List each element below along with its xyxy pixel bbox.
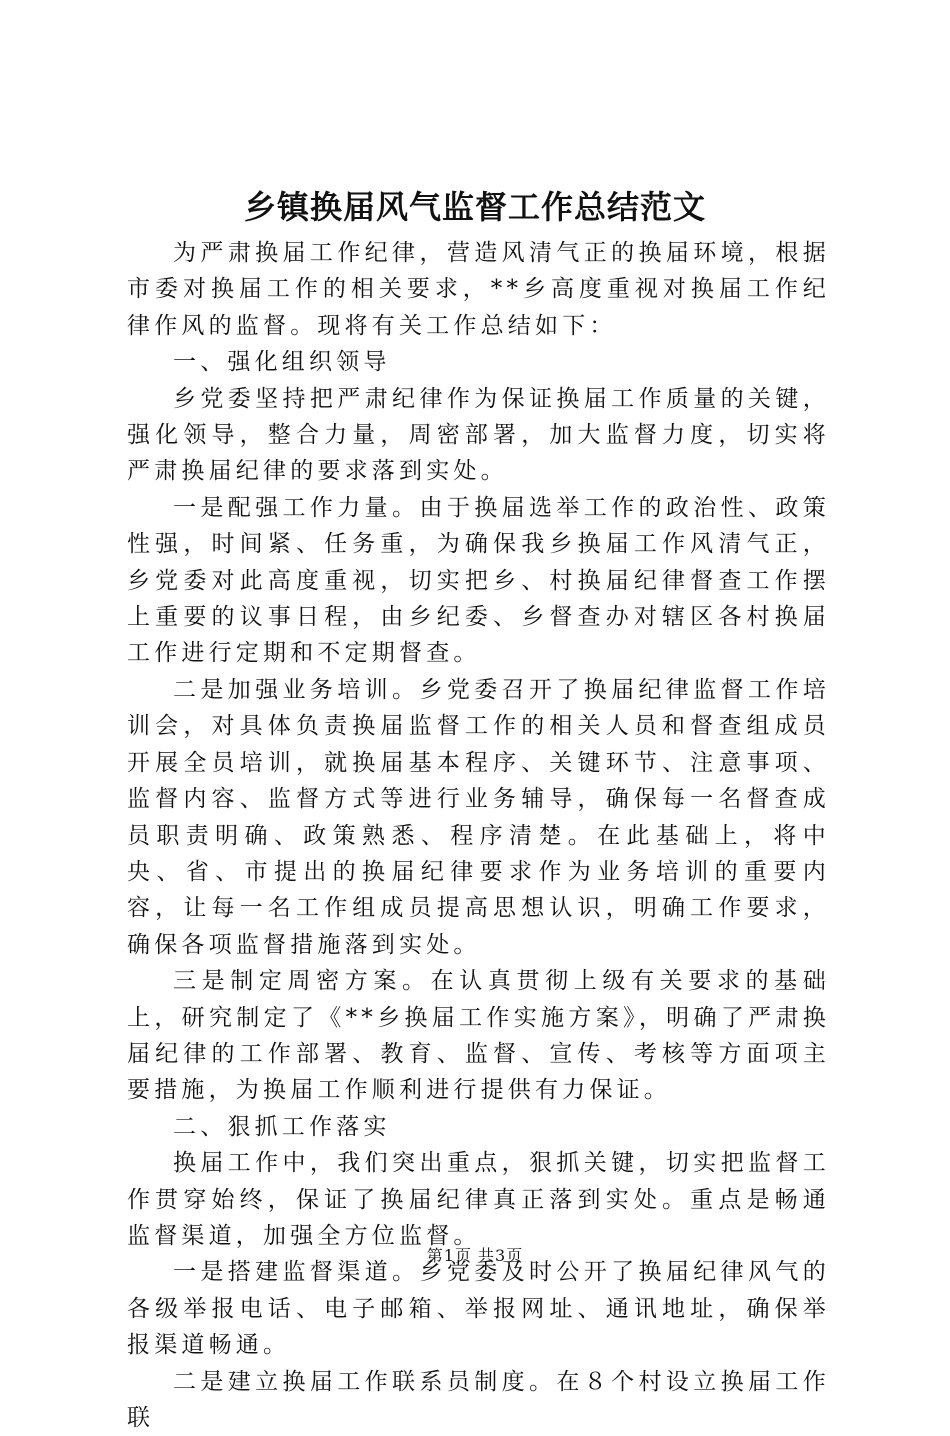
section-heading: 二、狠抓工作落实 [173,1113,391,1140]
paragraph: 一是搭建监督渠道。乡党委及时公开了换届纪律风气的各级举报电话、电子邮箱、举报网址、通讯地址，确保举报渠道畅通。 [127,1259,830,1359]
paragraph: 为严肃换届工作纪律，营造风清气正的换届环境，根据市委对换届工作的相关要求，**乡高度重视对换届工作纪律作风的监督。现将有关工作总结如下： [127,240,830,339]
document-title: 乡镇换届风气监督工作总结范文 [243,188,706,226]
paragraph: 一是配强工作力量。由于换届选举工作的政治性、政策性强，时间紧、任务重，为确保我乡换届工作风清气正，乡党委对此高度重视，切实把乡、村换届纪律督查工作摆上重要的议事日程，由乡纪委、乡督查办对辖区各村换届工作进行定期和不定期督查。 [127,494,830,667]
paragraph: 二是加强业务培训。乡党委召开了换届纪律监督工作培训会，对具体负责换届监督工作的相关人员和督查组成员开展全员培训，就换届基本程序、关键环节、注意事项、监督内容、监督方式等进行业务辅导，确保每一名督查成员职责明确、政策熟悉、程序清楚。在此基础上，将中央、省、市提出的换届纪律要求作为业务培训的重要内容，让每一名工作组成员提高思想认识，明确工作要求，确保各项监督措施落到实处。 [127,676,830,958]
paragraph: 乡党委坚持把严肃纪律作为保证换届工作质量的关键，强化领导，整合力量，周密部署，加大监督力度，切实将严肃换届纪律的要求落到实处。 [127,385,830,485]
paragraph: 三是制定周密方案。在认真贯彻上级有关要求的基础上，研究制定了《**乡换届工作实施方案》，明确了严肃换届纪律的工作部署、教育、监督、宣传、考核等方面项主要措施，为换届工作顺利进行提供有力保证。 [127,968,830,1104]
paragraph: 二是建立换届工作联系员制度。在８个村设立换届工作联 [127,1368,830,1431]
section-heading: 一、强化组织领导 [173,349,391,376]
paragraph: 换届工作中，我们突出重点，狠抓关键，切实把监督工作贯穿始终，保证了换届纪律真正落到实处。重点是畅通监督渠道，加强全方位监督。 [127,1150,830,1249]
page-number: 第1页 共3页 [426,1246,524,1265]
